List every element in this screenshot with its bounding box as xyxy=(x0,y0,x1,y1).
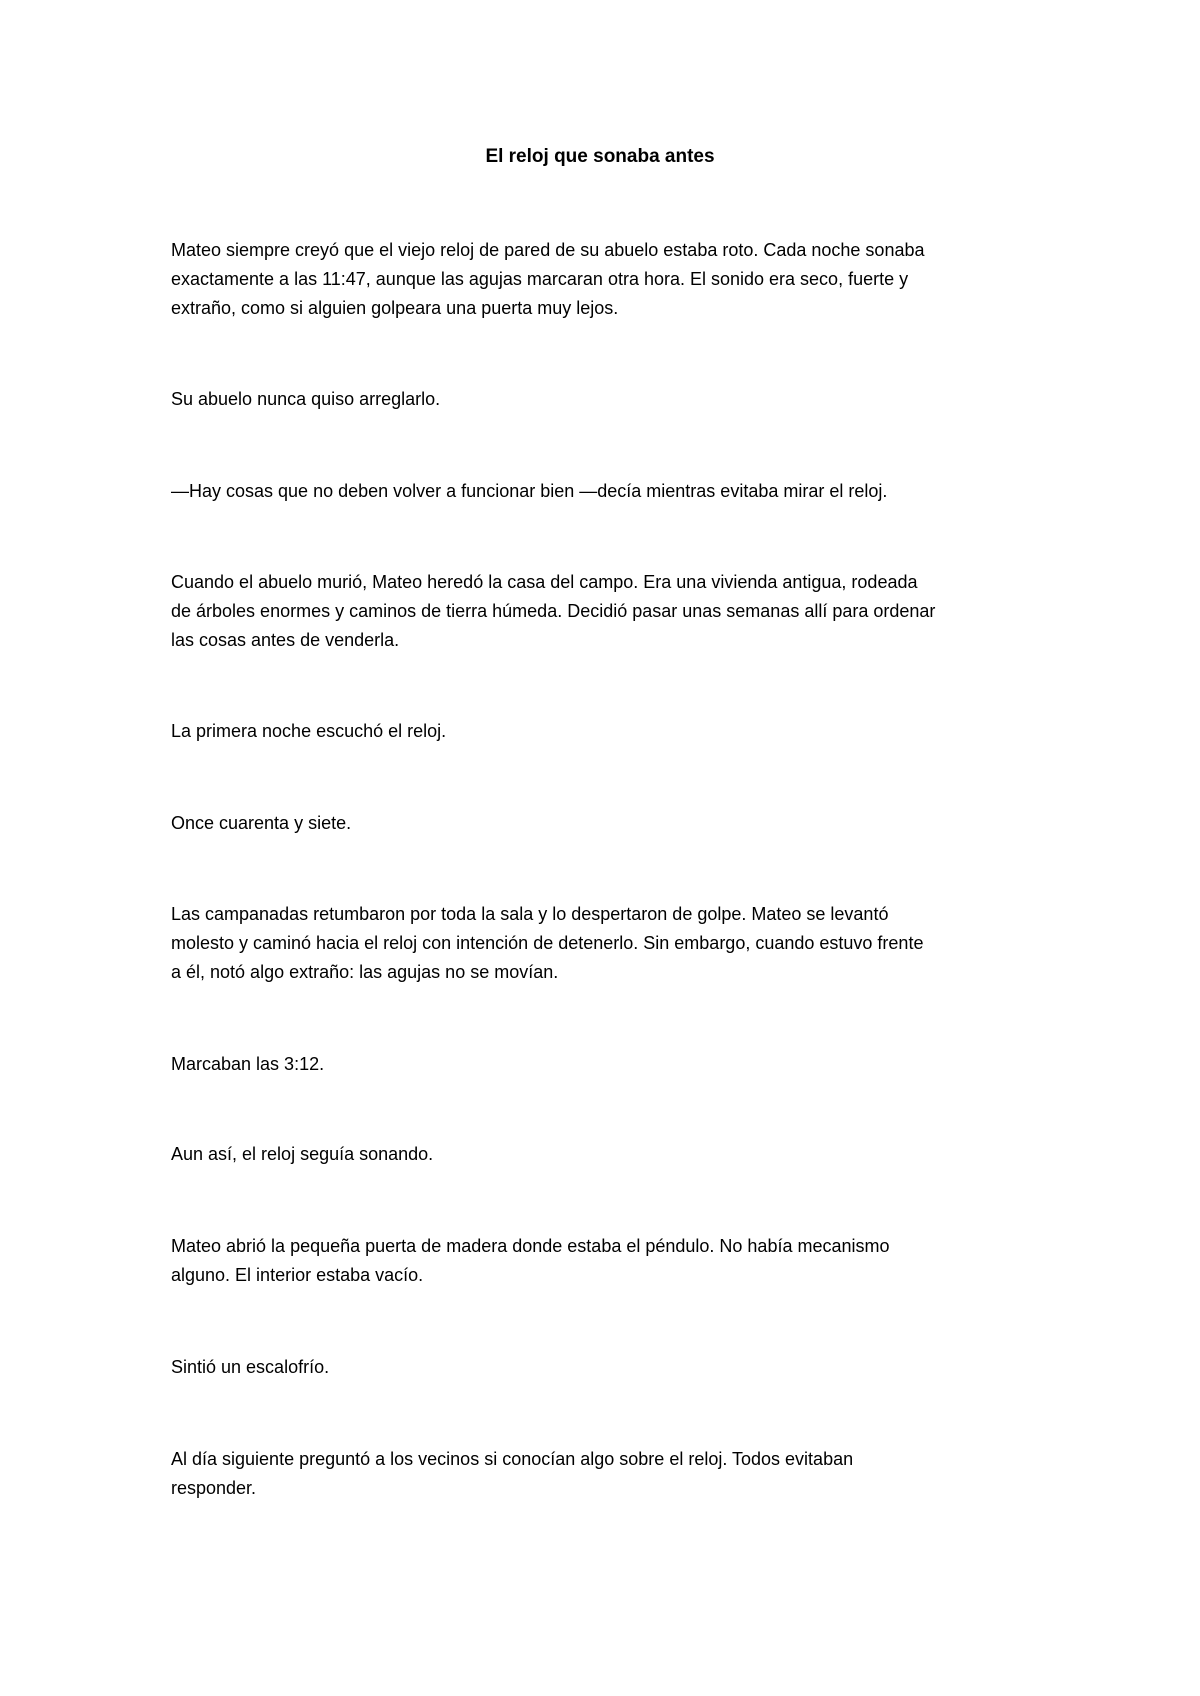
paragraph-1 xyxy=(171,236,1041,323)
paragraph-3 xyxy=(171,477,1041,506)
paragraph-line: Once cuarenta y siete. xyxy=(171,813,352,833)
paragraph-line: Al día siguiente preguntó a los vecinos si conocían algo sobre el reloj. Todos evitaban xyxy=(171,1449,854,1469)
paragraph-line: Sintió un escalofrío. xyxy=(171,1357,330,1377)
document-title: El reloj que sonaba antes xyxy=(485,146,715,167)
paragraph-line: Su abuelo nunca quiso arreglarlo. xyxy=(171,389,441,409)
paragraph-line: Las campanadas retumbaron por toda la sala y lo despertaron de golpe. Mateo se levantó xyxy=(171,904,889,924)
paragraph-10 xyxy=(171,1232,1041,1290)
paragraph-4 xyxy=(171,568,1041,655)
paragraph-7 xyxy=(171,900,1041,987)
paragraph-line: responder. xyxy=(171,1478,257,1498)
paragraph-line: Aun así, el reloj seguía sonando. xyxy=(171,1144,434,1164)
paragraph-5 xyxy=(171,717,1041,746)
paragraph-line: molesto y caminó hacia el reloj con intención de detenerlo. Sin embargo, cuando estuvo frente xyxy=(171,933,924,953)
paragraph-11 xyxy=(171,1353,1041,1382)
paragraph-line: Mateo abrió la pequeña puerta de madera donde estaba el péndulo. No había mecanismo xyxy=(171,1236,890,1256)
paragraph-line: Mateo siempre creyó que el viejo reloj de pared de su abuelo estaba roto. Cada noche sonaba xyxy=(171,240,925,260)
paragraph-line: a él, notó algo extraño: las agujas no se movían. xyxy=(171,962,559,982)
paragraph-line: Marcaban las 3:12. xyxy=(171,1054,325,1074)
paragraph-2 xyxy=(171,385,1041,414)
paragraph-12 xyxy=(171,1445,1041,1503)
paragraph-line: de árboles enormes y caminos de tierra húmeda. Decidió pasar unas semanas allí para ordenar xyxy=(171,601,936,621)
paragraph-line: Cuando el abuelo murió, Mateo heredó la casa del campo. Era una vivienda antigua, rodeada xyxy=(171,572,918,592)
paragraph-line: alguno. El interior estaba vacío. xyxy=(171,1265,424,1285)
paragraph-9 xyxy=(171,1140,1041,1169)
paragraph-8 xyxy=(171,1050,1041,1079)
paragraph-line: —Hay cosas que no deben volver a funcionar bien —decía mientras evitaba mirar el reloj. xyxy=(171,481,888,501)
paragraph-line: exactamente a las 11:47, aunque las agujas marcaran otra hora. El sonido era seco, fuerte y xyxy=(171,269,909,289)
paragraph-line: las cosas antes de venderla. xyxy=(171,630,400,650)
paragraph-6 xyxy=(171,809,1041,838)
paragraph-line: La primera noche escuchó el reloj. xyxy=(171,721,447,741)
paragraph-line: extraño, como si alguien golpeara una puerta muy lejos. xyxy=(171,298,619,318)
